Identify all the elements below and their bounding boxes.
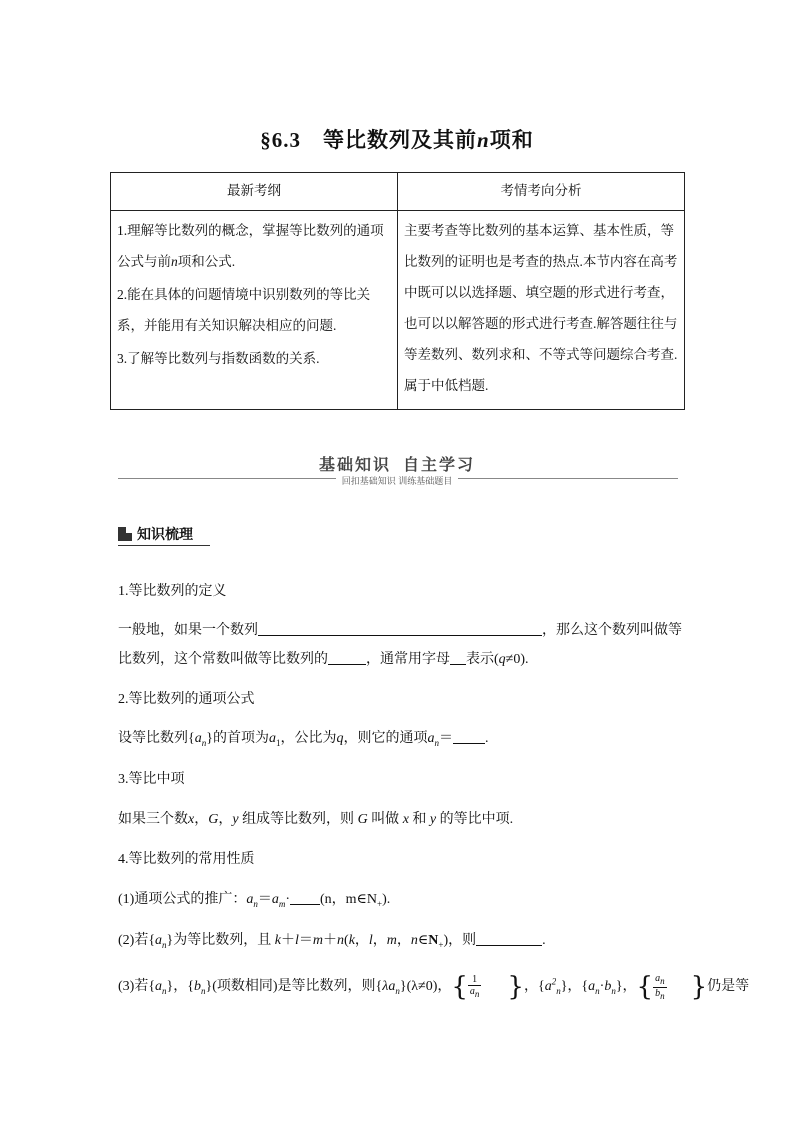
property-3-line: (3)若$\{a_n\}$，$\{b_n\}$(项数相同)是等比数列，则$\{\lambda a_n\}(\lambda\ne 0)$，{ $\frac{1}{a_n}$ }，$\{a^2_n\}$，$\{a_n\cdot b_n\}$，{ $\frac{a_n}{b_n}$ }仍是等 (118, 972, 750, 1002)
col1-header: 最新考纲 (111, 173, 398, 211)
fill-blank[interactable] (258, 621, 542, 636)
banner-subtitle: 回扣基础知识 训练基础题目 (0, 471, 794, 489)
outline-item-3: 3.了解等比数列与指数函数的关系. (117, 351, 320, 366)
col2-header: 考情考向分析 (398, 173, 685, 211)
property-1-line: (1)通项公式的推广：$a_n=a_m\cdot (n$，$m\in N_+$). (118, 892, 391, 909)
heading-geometric-mean: 3.等比中项 (118, 772, 185, 787)
col1-cell (111, 211, 398, 410)
outline-item-1: 1.理解等比数列的概念，掌握等比数列的通项公式与前n项和公式. (117, 223, 384, 269)
fill-blank[interactable] (476, 931, 542, 946)
fill-blank[interactable] (450, 650, 466, 665)
section-heading: 知识梳理 (118, 524, 193, 544)
heading-definition: 1.等比数列的定义 (118, 584, 227, 599)
general-term-line: 设等比数列$\{a_n\}$的首项为$a_1$，公比为q，则它的通项$a_n=$ . (118, 731, 489, 748)
property-2-line: (2)若$\{a_n\}$为等比数列，且 k＋l＝m＋n(k，l，m，$n\in N_+$)，则 . (118, 933, 546, 950)
definition-line-1: 一般地，如果一个数列 ，那么这个数列叫做等 (118, 623, 682, 638)
page-title: §6.3 等比数列及其前n项和 (260, 128, 534, 152)
fill-blank[interactable] (290, 890, 320, 905)
section-heading-underline (118, 545, 210, 546)
square-bullet-icon (118, 527, 132, 541)
section-banner: 基础知识 自主学习 (318, 457, 476, 474)
outline-item-2: 2.能在具体的问题情境中识别数列的等比关系，并能用有关知识解决相应的问题. (117, 287, 371, 333)
heading-general-term: 2.等比数列的通项公式 (118, 692, 255, 707)
definition-line-2: 比数列，这个常数叫做等比数列的 ，通常用字母 表示(q≠0). (118, 652, 529, 667)
outline-table (110, 172, 685, 410)
fill-blank[interactable] (328, 650, 366, 665)
section-number: §6.3 (260, 128, 302, 152)
heading-properties: 4.等比数列的常用性质 (118, 852, 255, 867)
col2-cell: 主要考查等比数列的基本运算、基本性质，等比数列的证明也是考查的热点.本节内容在高考中既可以以选择题、填空题的形式进行考查，也可以以解答题的形式进行考查.解答题往往与等差数列、数列求和、不等式等问题综合考查.属于中低档题. (398, 211, 685, 410)
fill-blank[interactable] (453, 729, 485, 744)
geometric-mean-line: 如果三个数x，G，y 组成等比数列，则 G 叫做 x 和 y 的等比中项. (118, 812, 514, 827)
